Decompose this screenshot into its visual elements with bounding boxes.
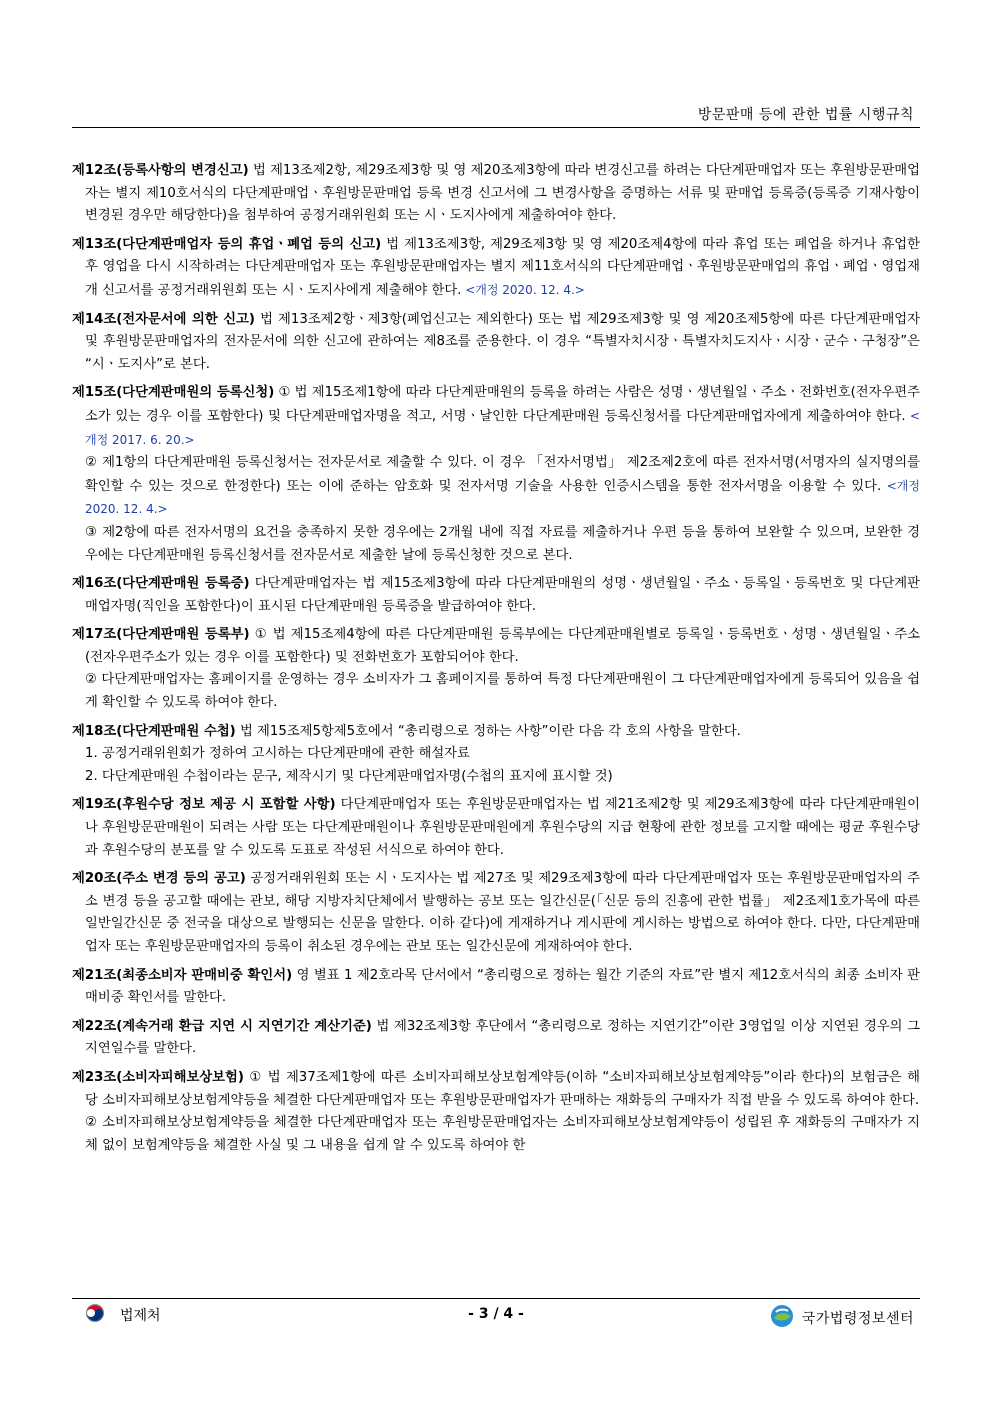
article-paragraph: [72, 965, 920, 1010]
article-paragraph: [72, 309, 920, 377]
article-text: ③ 제2항에 따른 전자서명의 요건을 충족하지 못한 경우에는 2개월 내에 직접 자료를 제출하거나 우편 등을 통하여 보완할 수 있으며, 보완한 경우에는 다단계판매원 등록신청서를 전자문서로 제출한 날에 등록신청한 것으로 본다.: [85, 524, 921, 563]
footer-right-label: 국가법령정보센터: [801, 1311, 914, 1327]
article-paragraph: [85, 743, 920, 766]
article-text: 다단계판매업자는 법 제15조제3항에 따라 다단계판매원의 성명ㆍ생년월일ㆍ주소ㆍ등록일ㆍ등록번호 및 다단계판매업자명(직인을 포함한다)이 표시된 다단계판매원 등록증을 발급하여야 한다.: [85, 576, 920, 614]
article-paragraph: [72, 1067, 920, 1112]
article: [72, 573, 920, 618]
article-text: 법 제15조제5항제5호에서 “총리령으로 정하는 사항”이란 다음 각 호의 사항을 말한다.: [235, 723, 741, 739]
article-title: 제15조(다단계판매원의 등록신청): [72, 385, 275, 401]
article-title: 제20조(주소 변경 등의 공고): [72, 871, 246, 887]
article: [72, 965, 920, 1010]
article-text: ① 법 제37조제1항에 따른 소비자피해보상보험계약등(이하 “소비자피해보상보험계약등”이라 한다)의 보험금은 해당 소비자피해보상보험계약등을 체결한 다단계판매업자 또는 후원방문판매업자가 판매하는 재화등의 구매자가 직접 받을 수 있도록 하여야 한다.: [85, 1069, 920, 1108]
article-text: 영 별표 1 제2호라목 단서에서 “총리령으로 정하는 월간 기준의 자료”란 별지 제12호서식의 최종 소비자 판매비중 확인서를 말한다.: [85, 967, 920, 1006]
law-title: 방문판매 등에 관한 법률 시행규칙: [697, 107, 914, 123]
article: [72, 868, 920, 958]
article-text: ② 제1항의 다단계판매원 등록신청서는 전자문서로 제출할 수 있다. 이 경우 「전자서명법」 제2조제2호에 따른 전자서명(서명자의 실지명의를 확인할 수 있는 것으로 한정한다) 또는 이에 준하는 암호화 및 전자서명 기술을 사용한 인증시스템을 통한 전자서명을 이용할 수 있다.: [85, 455, 920, 494]
article-paragraph: [85, 669, 920, 714]
article-text: ② 다단계판매업자는 홈페이지를 운영하는 경우 소비자가 그 홈페이지를 통하여 특정 다단계판매원이 그 다단계판매업자에게 등록되어 있음을 쉽게 확인할 수 있도록 하여야 한다.: [85, 672, 920, 711]
article-title: 제18조(다단계판매원 수첩): [72, 723, 236, 739]
page-footer: [72, 1304, 920, 1330]
revision-note: <개정 2017. 6. 20.>: [85, 408, 920, 447]
article-title: 제16조(다단계판매원 등록증): [72, 576, 250, 592]
article-paragraph: [72, 624, 920, 669]
footer-divider: [72, 1298, 920, 1299]
footer-source: [770, 1304, 914, 1332]
article-text: 2. 다단계판매원 수첩이라는 문구, 제작시기 및 다단계판매업자명(수첩의 표지에 표시할 것): [85, 768, 613, 784]
article-text: 법 제13조제2항ㆍ제3항(폐업신고는 제외한다) 또는 법 제29조제3항 및 영 제20조제5항에 따른 다단계판매업자 및 후원방문판매업자의 전자문서에 의한 신고에 관하여는 제8조를 준용한다. 이 경우 “특별자치시장ㆍ특별자치도지사ㆍ시장ㆍ군수ㆍ구청장”은 “시ㆍ도지사”로 본다.: [85, 311, 920, 372]
article-text: 법 제13조제2항, 제29조제3항 및 영 제20조제3항에 따라 변경신고를 하려는 다단계판매업자 또는 후원방문판매업자는 별지 제10호서식의 다단계판매업ㆍ후원방문판매업 등록 변경 신고서에 그 변경사항을 증명하는 서류 및 판매업 등록증(등록증 기재사항이 변경된 경우만 해당한다)을 첨부하여 공정거래위원회 또는 시ㆍ도지사에게 제출하여야 한다.: [85, 163, 920, 224]
article: [72, 234, 920, 303]
header-divider: [72, 127, 920, 128]
article: [72, 309, 920, 377]
article-paragraph: [72, 1016, 920, 1061]
article-paragraph: [85, 522, 920, 567]
article-paragraph: [85, 1112, 920, 1157]
article-text: 법 제13조제3항, 제29조제3항 및 영 제20조제4항에 따라 휴업 또는 폐업을 하거나 휴업한 후 영업을 다시 시작하려는 다단계판매업자 또는 후원방문판매업자는 별지 제11호서식의 다단계판매업ㆍ후원방문판매업의 휴업ㆍ폐업ㆍ영업재개 신고서를 공정거래위원회 또는 시ㆍ도지사에게 제출해야 한다.: [85, 236, 920, 298]
article-paragraph: [72, 721, 920, 744]
page-number: - 3 / 4 -: [468, 1306, 524, 1322]
article: [72, 794, 920, 862]
article-title: 제19조(후원수당 정보 제공 시 포함할 사항): [72, 797, 336, 813]
revision-note: <개정 2020. 12. 4.>: [85, 478, 920, 517]
article: [72, 624, 920, 714]
article-paragraph: [72, 382, 920, 452]
article-title: 제22조(계속거래 환급 지연 시 지연기간 계산기준): [72, 1018, 372, 1034]
article-paragraph: [72, 794, 920, 862]
article: [72, 160, 920, 228]
article: [72, 721, 920, 789]
article-title: 제12조(등록사항의 변경신고): [72, 163, 249, 178]
revision-note: <개정 2020. 12. 4.>: [461, 282, 585, 297]
article-paragraph: [85, 766, 920, 789]
article-text: 공정거래위원회 또는 시ㆍ도지사는 법 제27조 및 제29조제3항에 따라 다단계판매업자 또는 후원방문판매업자의 주소 변경 등을 공고할 때에는 관보, 해당 지방자치단체에서 발행하는 공보 또는 일간신문(「신문 등의 진흥에 관한 법률」 제2조제1호가목에 따른 일반일간신문 중 전국을 대상으로 발행되는 신문을 말한다. 이하 같다)에 게재하거나 게시판에 게시하는 방법으로 하여야 한다. 다만, 다단계판매업자 또는 후원방문판매업자의 등록이 취소된 경우에는 관보 또는 일간신문에 게재하여야 한다.: [85, 871, 920, 954]
article-paragraph: [72, 573, 920, 618]
article-text: 다단계판매업자 또는 후원방문판매업자는 법 제21조제2항 및 제29조제3항에 따라 다단계판매원이나 후원방문판매원이 되려는 사람 또는 다단계판매원이나 후원방문판매원에게 후원수당의 지급 현황에 관한 정보를 고지할 때에는 평균 후원수당과 후원수당의 분포를 알 수 있도록 도표로 작성된 서식으로 하여야 한다.: [85, 797, 920, 858]
article-paragraph: [72, 234, 920, 303]
law-body: [72, 160, 920, 1163]
article-title: 제13조(다단계판매업자 등의 휴업ㆍ폐업 등의 신고): [72, 236, 382, 252]
article-text: 법 제32조제3항 후단에서 “총리령으로 정하는 지연기간”이란 3영업일 이상 지연된 경우의 그 지연일수를 말한다.: [85, 1018, 920, 1057]
article-text: ① 법 제15조제1항에 따라 다단계판매원의 등록을 하려는 사람은 성명ㆍ생년월일ㆍ주소ㆍ전화번호(전자우편주소가 있는 경우 이를 포함한다) 및 다단계판매업자명을 적고, 서명ㆍ날인한 다단계판매원 등록신청서를 다단계판매업자에게 제출하여야 한다.: [85, 385, 920, 424]
article-title: 제23조(소비자피해보상보험): [72, 1069, 244, 1085]
article-title: 제21조(최종소비자 판매비중 확인서): [72, 967, 293, 983]
globe-logo-icon: [770, 1304, 794, 1332]
article-paragraph: [85, 452, 920, 522]
article: [72, 382, 920, 567]
article-text: ① 법 제15조제4항에 따른 다단계판매원 등록부에는 다단계판매원별로 등록일ㆍ등록번호ㆍ성명ㆍ생년월일ㆍ주소(전자우편주소가 있는 경우 이를 포함한다) 및 전화번호가 포함되어야 한다.: [85, 627, 920, 665]
article-paragraph: [72, 160, 920, 228]
article-text: 1. 공정거래위원회가 정하여 고시하는 다단계판매에 관한 해설자료: [85, 746, 470, 762]
article-title: 제14조(전자문서에 의한 신고): [72, 311, 255, 327]
footer-left-label: 법제처: [120, 1308, 161, 1324]
article-text: ② 소비자피해보상보험계약등을 체결한 다단계판매업자 또는 후원방문판매업자는 소비자피해보상보험계약등이 성립된 후 재화등의 구매자가 지체 없이 보험계약등을 체결한 사실 및 그 내용을 쉽게 알 수 있도록 하여야 한: [85, 1115, 920, 1153]
article: [72, 1067, 920, 1157]
article-title: 제17조(다단계판매원 등록부): [72, 627, 250, 643]
article-paragraph: [72, 868, 920, 958]
article: [72, 1016, 920, 1061]
